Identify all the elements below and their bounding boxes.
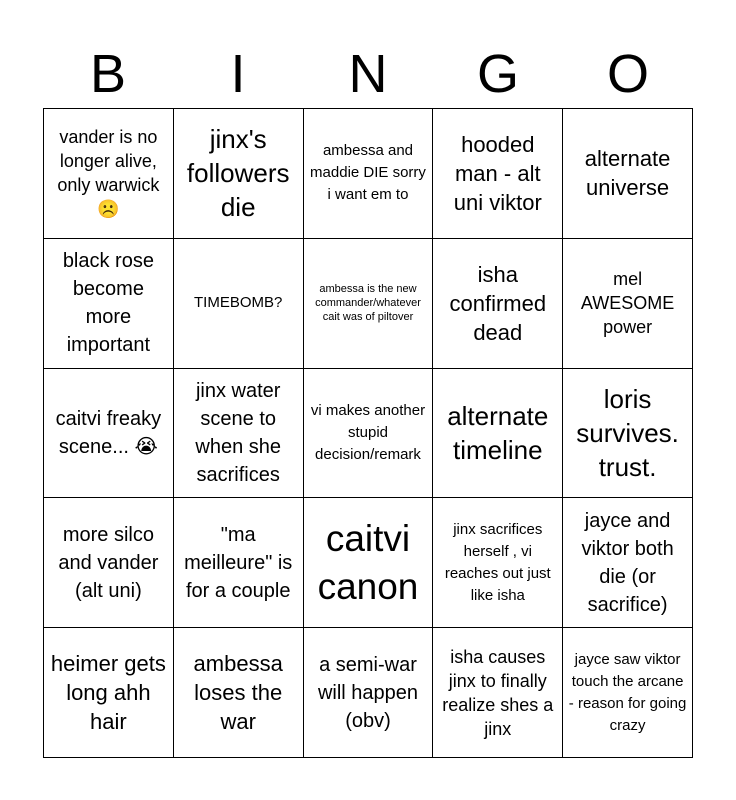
bingo-cell[interactable] [433,109,563,239]
cell-text: loris survives. trust. [576,383,679,482]
cell-text: ambessa loses the war [193,651,283,735]
bingo-header [43,40,693,108]
bingo-cell[interactable] [433,628,563,758]
cell-text: mel AWESOME power [580,269,675,338]
cell-text: "ma meilleure" is for a couple [184,523,293,602]
cell-text: jayce and viktor both die (or sacrifice) [581,509,674,616]
cell-text: jinx water scene to when she sacrifices [195,379,281,486]
header-letter-b: B [89,44,127,104]
bingo-cell[interactable] [304,239,434,369]
header-letter-g: G [476,44,519,104]
cell-text: more silco and vander (alt uni) [58,523,159,602]
bingo-cell[interactable] [44,239,174,369]
bingo-cell[interactable] [174,628,304,758]
bingo-cell[interactable] [563,109,693,239]
header-letter-i: I [230,44,246,104]
cell-text: ambessa and maddie DIE sorry i want em to [310,142,426,204]
bingo-cell[interactable] [44,498,174,628]
cell-text: heimer gets long ahh hair [50,651,166,735]
cell-text: hooded man - alt uni viktor [453,131,542,215]
bingo-cell[interactable] [174,369,304,499]
cell-text: jinx's followers die [186,124,290,223]
bingo-cell[interactable] [563,239,693,369]
bingo-cell[interactable] [304,628,434,758]
cell-text: caitvi freaky scene... 😭 [55,407,162,458]
bingo-cell[interactable] [304,109,434,239]
cell-text: alternate universe [584,146,671,201]
bingo-cell[interactable] [44,369,174,499]
bingo-cell[interactable] [433,369,563,499]
bingo-cell[interactable] [304,498,434,628]
bingo-cell[interactable] [174,109,304,239]
bingo-cell[interactable] [304,369,434,499]
cell-text: jinx sacrifices herself , vi reaches out just like isha [444,520,551,604]
bingo-board [43,108,693,758]
header-letter-n: N [348,44,388,104]
bingo-cell[interactable] [563,628,693,758]
cell-text: jayce saw viktor touch the arcane - reason for going crazy [568,650,687,734]
bingo-cell[interactable] [44,109,174,239]
bingo-cell[interactable] [433,239,563,369]
bingo-cell[interactable] [563,369,693,499]
cell-text: isha causes jinx to finally realize shes a jinx [442,646,554,739]
cell-text: caitvi canon [317,517,419,607]
cell-text: isha confirmed dead [449,261,547,345]
bingo-cell[interactable] [174,239,304,369]
bingo-cell[interactable] [433,498,563,628]
cell-text: ambessa is the new commander/whatever cait was of piltover [315,283,421,324]
cell-text: TIMEBOMB? [194,294,283,312]
cell-text: a semi-war will happen (obv) [317,653,419,732]
cell-text: black rose become more important [62,250,154,357]
bingo-cell[interactable] [563,498,693,628]
cell-text: vi makes another stupid decision/remark [310,401,426,463]
bingo-cell[interactable] [44,628,174,758]
bingo-cell[interactable] [174,498,304,628]
header-letter-o: O [606,44,649,104]
cell-text: vander is no longer alive, only warwick ☹️ [57,127,160,220]
cell-text: alternate timeline [447,400,549,465]
